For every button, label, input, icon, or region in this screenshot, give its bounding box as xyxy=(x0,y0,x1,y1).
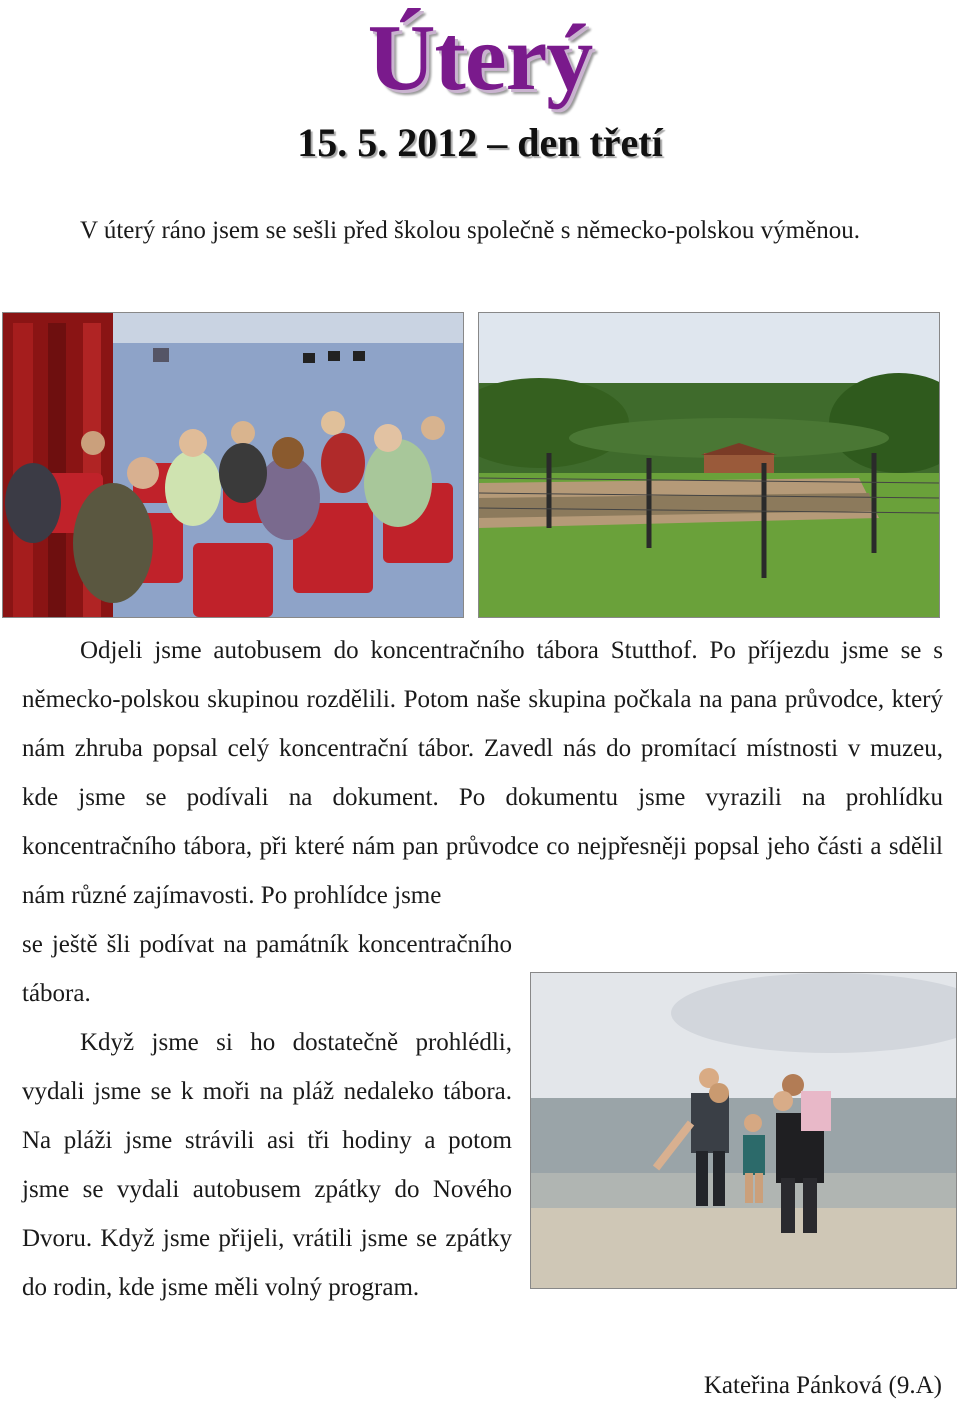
paragraph-beach: Když jsme si ho dostatečně prohlédli, vydali jsme se k moři na pláž nedaleko tábora. Na pláži jsme strávili asi tři hodiny a potom jsme se vydali autobusem zpátky do Nového Dvoru. Když jsme přijeli, vrátili jsme se zpátky do rodin, kde jsme měli volný program. xyxy=(22,1029,512,1301)
author-signature: Kateřina Pánková (9.A) xyxy=(703,1372,942,1399)
camp-field-photo xyxy=(478,312,940,618)
beach-photo xyxy=(530,972,957,1289)
date-subtitle: 15. 5. 2012 – den třetí xyxy=(297,120,663,165)
screening-room-photo xyxy=(2,312,464,618)
paragraph-intro: V úterý ráno jsem se sešli před školou společně s německo-polskou výměnou. xyxy=(80,217,860,244)
paragraph-camp-memorial: se ještě šli podívat na památník koncentračního tábora. xyxy=(22,931,512,1007)
page-title: Úterý xyxy=(367,6,593,110)
paragraph-camp-visit: Odjeli jsme autobusem do koncentračního tábora Stutthof. Po příjezdu jsme se s německo-polskou skupinou rozdělili. Potom naše skupina počkala na pana průvodce, který nám zhruba popsal celý koncentrační tábor. Zavedl nás do promítací místnosti v muzeu, kde jsme se podívali na dokument. Po dokumentu jsme vyrazili na prohlídku koncentračního tábora, při které nám pan průvodce co nejpřesněji popsal jeho části a sdělil nám různé zajímavosti. Po prohlídce jsme xyxy=(22,637,943,909)
